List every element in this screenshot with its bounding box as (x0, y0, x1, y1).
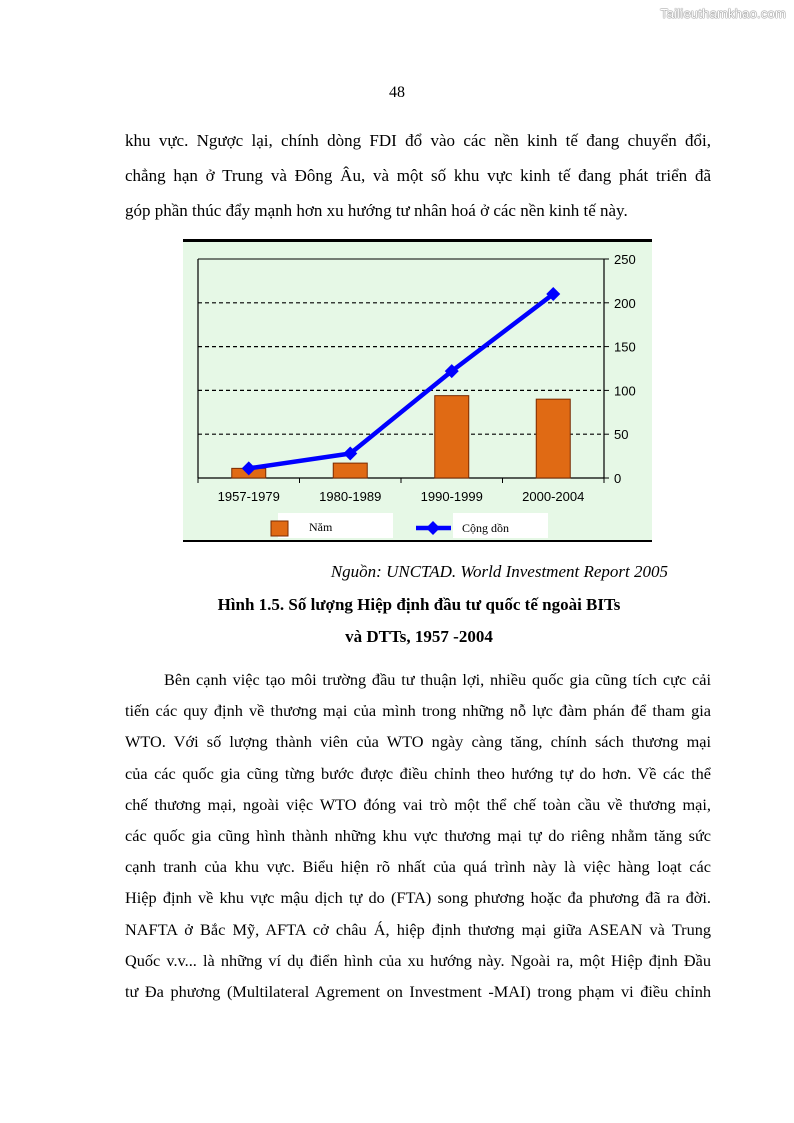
paragraph-line: của các quốc gia cũng từng bước được điều chỉnh theo hướng tự do hơn. Về các thể (125, 763, 711, 783)
y-tick-label: 50 (614, 427, 629, 443)
paragraph-line: cạnh tranh của khu vực. Biểu hiện rõ nhất của quá trình này là việc hàng loạt các (125, 857, 711, 877)
paragraph-top (125, 123, 711, 228)
paragraph-line: Quốc v.v... là những ví dụ điển hình của xu hướng này. Ngoài ra, một Hiệp định Đầu (125, 950, 711, 970)
y-tick-label: 150 (614, 339, 636, 355)
page-number: 48 (389, 84, 405, 101)
legend-label: Năm (309, 520, 333, 534)
figure-caption-line-2: và DTTs, 1957 -2004 (345, 627, 493, 646)
bar (435, 396, 469, 478)
x-tick-label: 1990-1999 (420, 489, 483, 504)
x-tick-label: 1957-1979 (217, 489, 280, 504)
paragraph-line: các quốc gia cũng hình thành những khu vực thương mại tự do riêng nhằm tăng sức (125, 825, 711, 845)
paragraph-line: góp phần thúc đẩy mạnh hơn xu hướng tư nhân hoá ở các nền kinh tế này. (125, 201, 628, 220)
chart-canvas (183, 242, 652, 542)
paragraph-line: chế thương mại, ngoài việc WTO đóng vai trò một thể chế toàn cầu về thương mại, (125, 794, 711, 814)
y-tick-label: 100 (614, 383, 636, 399)
x-tick-label: 1980-1989 (319, 489, 382, 504)
figure-caption-line-1: Hình 1.5. Số lượng Hiệp định đầu tư quốc tế ngoài BITs (217, 595, 621, 614)
x-tick-label: 2000-2004 (522, 489, 585, 504)
chart (183, 239, 652, 542)
paragraph-line: NAFTA ở Bắc Mỹ, AFTA cở châu Á, hiệp định thương mại giữa ASEAN và Trung (125, 919, 711, 939)
legend-swatch-bar (271, 521, 288, 536)
paragraph-line: tiến các quy định về thương mại của mình trong những nỗ lực đàm phán để tham gia (125, 701, 711, 721)
paragraph-line: chẳng hạn ở Trung và Đông Âu, và một số khu vực kinh tế đang phát triển đã (125, 166, 711, 185)
y-tick-label: 250 (614, 252, 636, 267)
figure-source: Nguồn: UNCTAD. World Investment Report 2005 (330, 562, 668, 581)
y-tick-label: 0 (614, 471, 622, 486)
watermark: Tailieuthamkhao.com (660, 6, 786, 21)
legend-box (278, 513, 393, 538)
paragraph-line: WTO. Với số lượng thành viên của WTO ngày càng tăng, chính sách thương mại (125, 732, 711, 752)
paragraph-line: khu vực. Ngược lại, chính dòng FDI đổ vào các nền kinh tế đang chuyển đổi, (125, 131, 711, 150)
bar (536, 399, 570, 478)
paragraph-line: Bên cạnh việc tạo môi trường đầu tư thuận lợi, nhiều quốc gia cũng tích cực cải (164, 670, 711, 689)
bar (333, 463, 367, 478)
legend-label: Cộng dồn (462, 521, 510, 535)
paragraph-line: Hiệp định về khu vực mậu dịch tự do (FTA) song phương hoặc đa phương đã ra đời. (125, 888, 711, 908)
y-tick-label: 200 (614, 295, 636, 311)
legend-swatch-marker (426, 521, 440, 535)
paragraph-line: tư Đa phương (Multilateral Agrement on Investment -MAI) trong phạm vi điều chỉnh (125, 981, 711, 1001)
paragraph-main (125, 664, 711, 1007)
line-series (249, 294, 554, 468)
